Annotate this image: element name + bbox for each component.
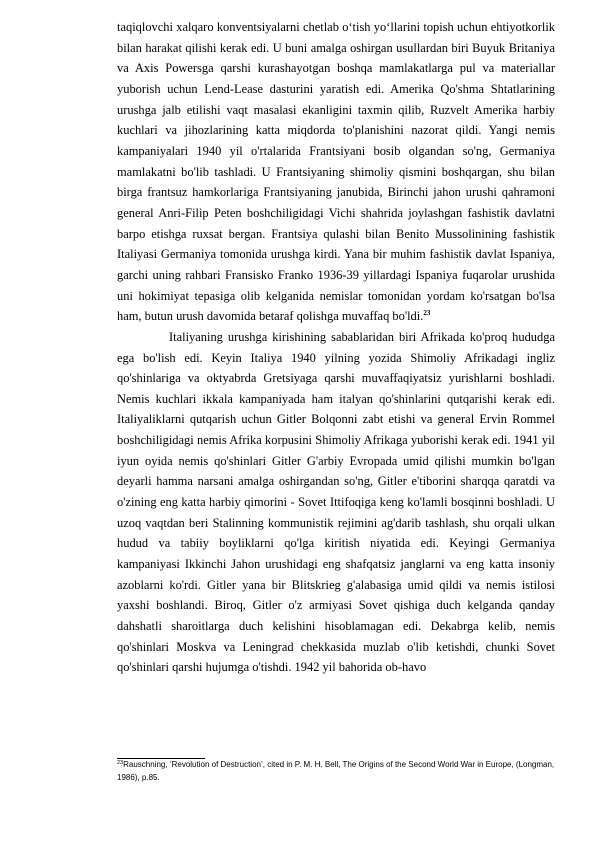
footnote-text: Rauschning, ‘Revolution of Destruction’, cited in P. M. H. Bell, The Origins of the Second World War in Europe, (Longman, 1986), p.85. xyxy=(117,760,555,782)
paragraph-2-text: Italiyaning urushga kirishining sabablaridan biri Afrikada ko'proq hududga ega bo'lish edi. Keyin Italiya 1940 yilning yozida Shimoliy Afrikadagi ingliz qo'shinlariga va oktyabrda Gretsiyaga qarshi muvaffaqiyatsiz yurishlarni boshladi. Nemis kuchlari ikkala kampaniyada ham italyan qo'shinlarini qutqarishi kerak edi. Italiyaliklarni qutqarish uchun Gitler Bolqonni zabt etishi va general Ervin Rommel boshchiligidagi nemis Afrika korpusini Shimoliy Afrikaga yuborishi kerak edi. 1941 yil iyun oyida nemis qo'shinlari Gitler G'arbiy Evropada umid qilishi mumkin bo'lgan deyarli hamma narsani amalga oshirgandan so'ng, Gitler e'tiborini sharqqa qaratdi va o'zining eng katta harbiy qimorini - Sovet Ittifoqiga keng ko'lamli bosqinni boshladi. U uzoq vaqtdan beri Stalinning kommunistik rejimini ag'darib tashlash, shu orqali ulkan hudud va tabiiy boyliklarni qo'lga kiritish niyatida edi. Keyingi Germaniya kampaniyasi Ikkinchi Jahon urushidagi eng shafqatsiz janglarni va eng katta insoniy azoblarni ko'rdi. Gitler yana bir Blitskrieg g'alabasiga umid qildi va nemis istilosi yaxshi boshlandi. Biroq, Gitler o'z armiyasi Sovet qishiga duch kelganda qanday dahshatli sharoitlarga duch kelishini hisoblamagan edi. Dekabrga kelib, nemis qo'shinlari Moskva va Leningrad chekkasida muzlab o'lib ketishdi, chunki Sovet qo'shinlari qarshi hujumga o'tishdi. 1942 yil bahorida ob-havo xyxy=(117,329,555,675)
footnote-reference[interactable]: 23 xyxy=(423,309,431,318)
paragraph-1-text: taqiqlovchi xalqaro konventsiyalarni chetlab o‘tish yo‘llarini topish uchun ehtiyotkorlik bilan harakat qilishi kerak edi. U buni amalga oshirgan usullardan biri Buyuk Britaniya va Axis Powersga qarshi kurashayotgan boshqa mamlakatlarga pul va materiallar yuborish uchun Lend-Lease dasturini yaratish edi. Amerika Qo'shma Shtatlarining urushga jalb etilishi vaqt masalasi ekanligini taxmin qilib, Ruzvelt Amerika harbiy kuchlari va jihozlarining katta miqdorda to'planishini nazorat qildi. Yangi nemis kampaniyalari 1940 yil o'rtalarida Frantsiyani bosib olgandan so'ng, Germaniya mamlakatni bo'lib tashladi. U Frantsiyaning shimoliy qismini boshqargan, shu bilan birga frantsuz hamkorlariga Frantsiyaning janubida, Birinchi jahon urushi qahramoni general Anri-Filip Peten boshchiligidagi Vichi shahrida joylashgan fashistik davlatni barpo etishga ruxsat bergan. Frantsiya qulashi bilan Benito Mussolinining fashistik Italiyasi Germaniya tomonida urushga kirdi. Yana bir muhim fashistik davlat Ispaniya, garchi uning rahbari Fransisko Franko 1936-39 yillardagi Ispaniya fuqarolar urushida uni hokimiyat tepasiga olib kelganida nemislar tomonidan yordam ko'rsatgan bo'lsa ham, butun urush davomida betaraf qolishga muvaffaq bo'ldi. xyxy=(117,20,555,324)
body-text xyxy=(117,17,555,678)
paragraph-2 xyxy=(117,327,555,678)
footnote xyxy=(117,759,557,784)
paragraph-1 xyxy=(117,17,555,327)
footnote-number: 23 xyxy=(117,760,124,766)
